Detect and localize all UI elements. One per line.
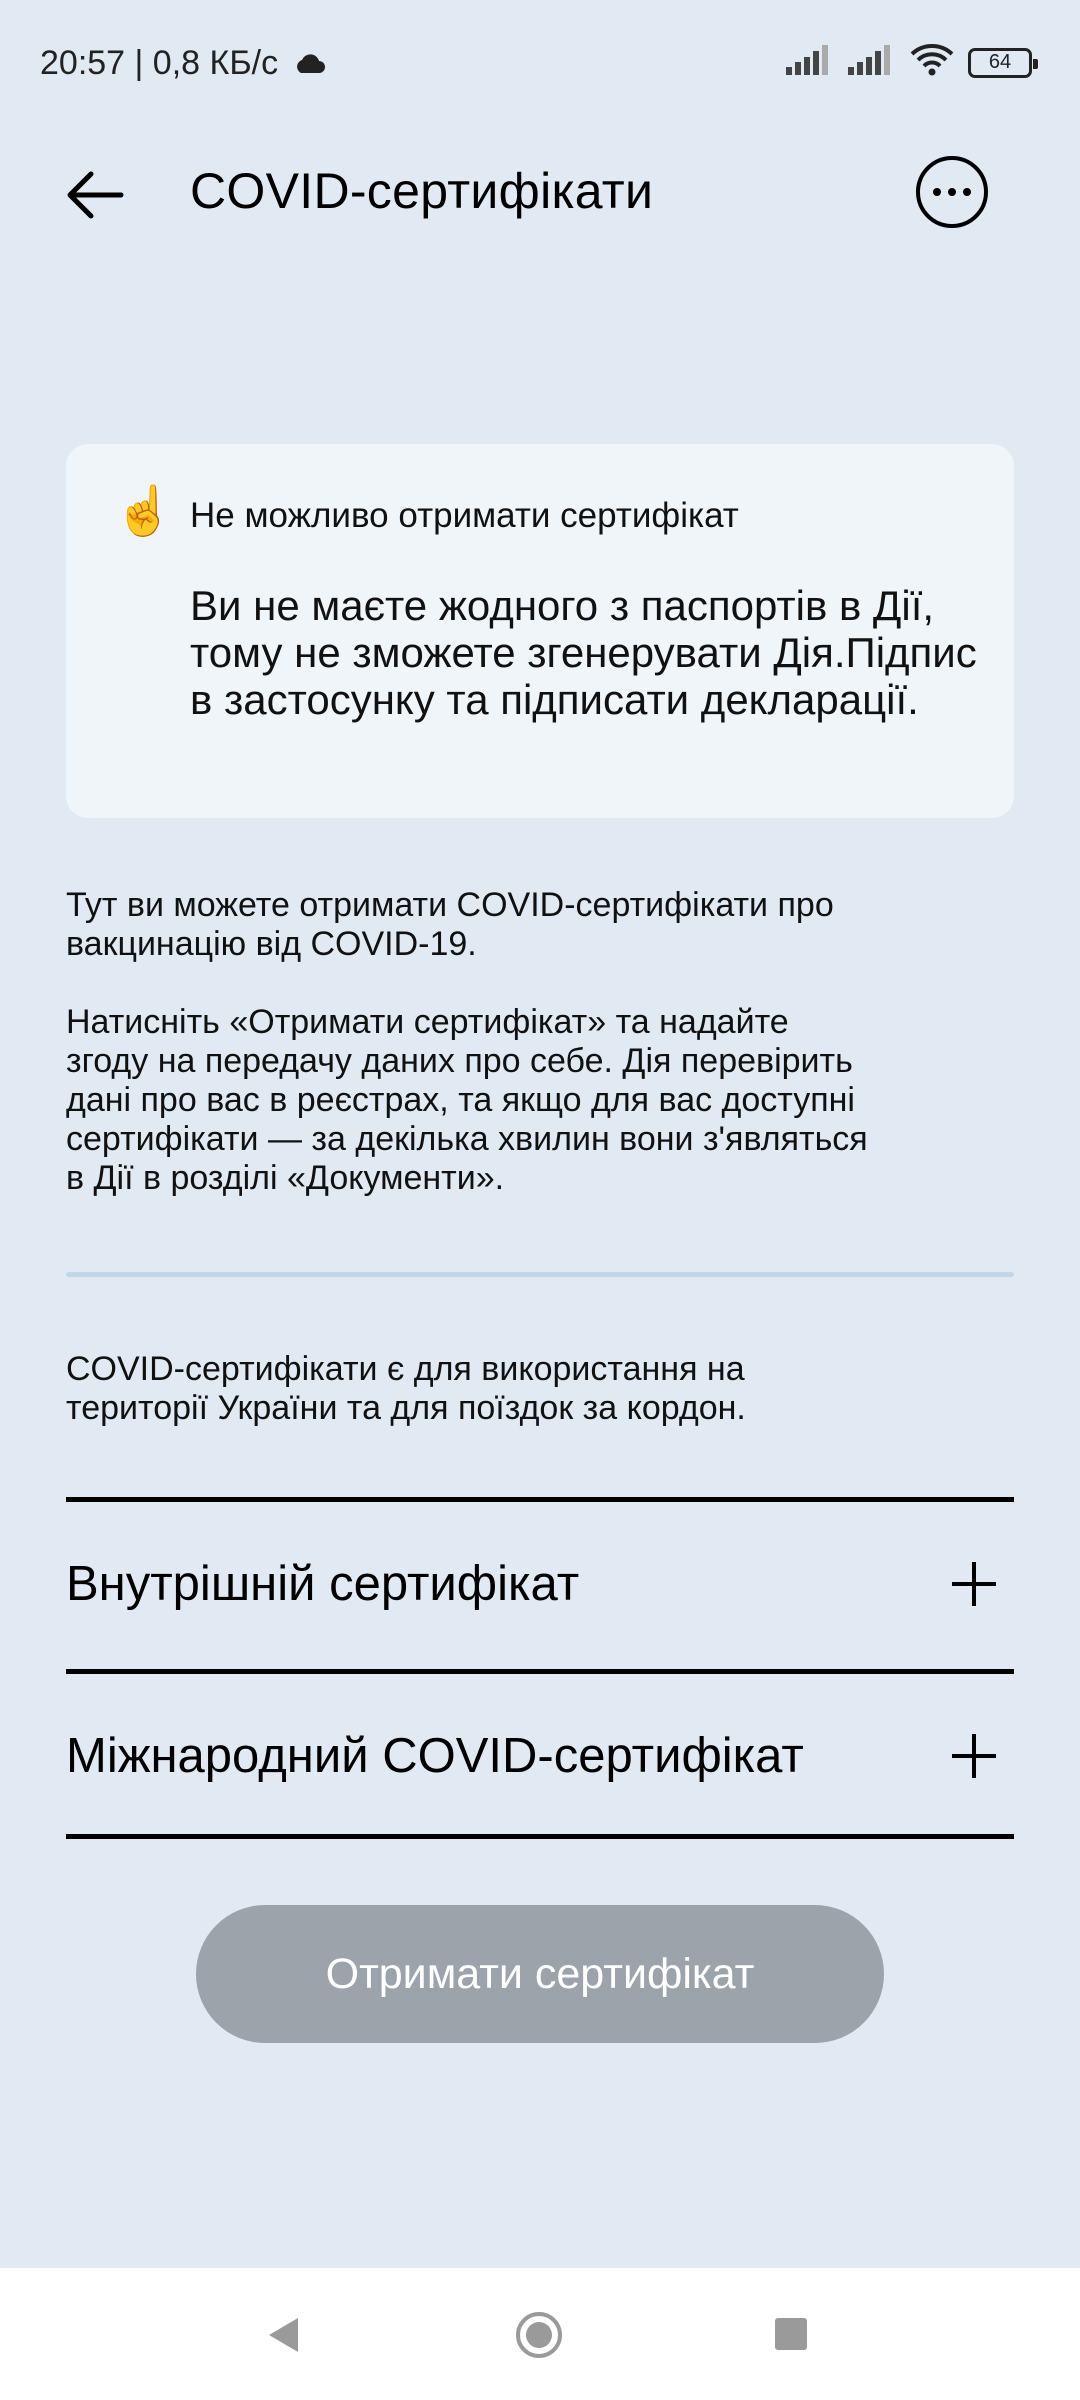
back-button[interactable] <box>60 160 130 230</box>
accordion-label: Міжнародний COVID-сертифікат <box>66 1729 804 1783</box>
battery-level: 64 <box>988 51 1012 73</box>
wifi-icon <box>910 44 954 81</box>
signal-icon <box>786 45 834 80</box>
more-horizontal-icon <box>933 188 941 196</box>
alert-body: Ви не маєте жодного з паспортів в Дії, тому не зможете згенерувати Дія.Підпис в застосунку та підписати декларації. <box>190 582 977 723</box>
alert-card <box>66 444 1014 818</box>
nav-recents-icon[interactable] <box>775 2318 807 2350</box>
accordion-label: Внутрішній сертифікат <box>66 1557 580 1611</box>
plus-icon <box>952 1734 996 1778</box>
signal-icon <box>848 45 896 80</box>
pointing-up-icon: ☝️ <box>114 485 174 538</box>
arrow-left-icon <box>65 170 125 220</box>
nav-home-icon[interactable] <box>516 2312 562 2358</box>
info-paragraph-2: Натисніть «Отримати сертифікат» та надайте згоду на передачу даних про себе. Дія перевірить дані про вас в реєстрах, та якщо для вас доступні сертифікати — за декілька хвилин вони з'являться в Дії в розділі «Документи». <box>66 1003 868 1197</box>
page-title: COVID-сертифікати <box>190 163 654 219</box>
info-paragraph-3: COVID-сертифікати є для використання на території України та для поїздок за кордон. <box>66 1350 746 1427</box>
nav-back-icon[interactable] <box>266 2316 300 2354</box>
more-menu-button[interactable] <box>916 156 988 228</box>
cloud-icon <box>292 44 326 83</box>
status-bar <box>0 0 1080 130</box>
status-left <box>40 44 326 83</box>
accordion-divider <box>66 1834 1014 1839</box>
status-right <box>786 44 1032 81</box>
battery-icon <box>968 48 1032 78</box>
plus-icon <box>952 1562 996 1606</box>
info-paragraph-1: Тут ви можете отримати COVID-сертифікати про вакцинацію від COVID-19. <box>66 886 834 963</box>
accordion-international-certificate[interactable] <box>66 1674 1014 1838</box>
status-time-speed: 20:57 | 0,8 КБ/с <box>40 44 279 82</box>
app-bar <box>0 130 1080 260</box>
divider <box>66 1272 1014 1277</box>
system-nav-bar <box>0 2268 1080 2400</box>
alert-title: Не можливо отримати сертифікат <box>190 496 739 535</box>
get-certificate-button[interactable]: Отримати сертифікат <box>196 1905 884 2043</box>
accordion-domestic-certificate[interactable] <box>66 1502 1014 1666</box>
